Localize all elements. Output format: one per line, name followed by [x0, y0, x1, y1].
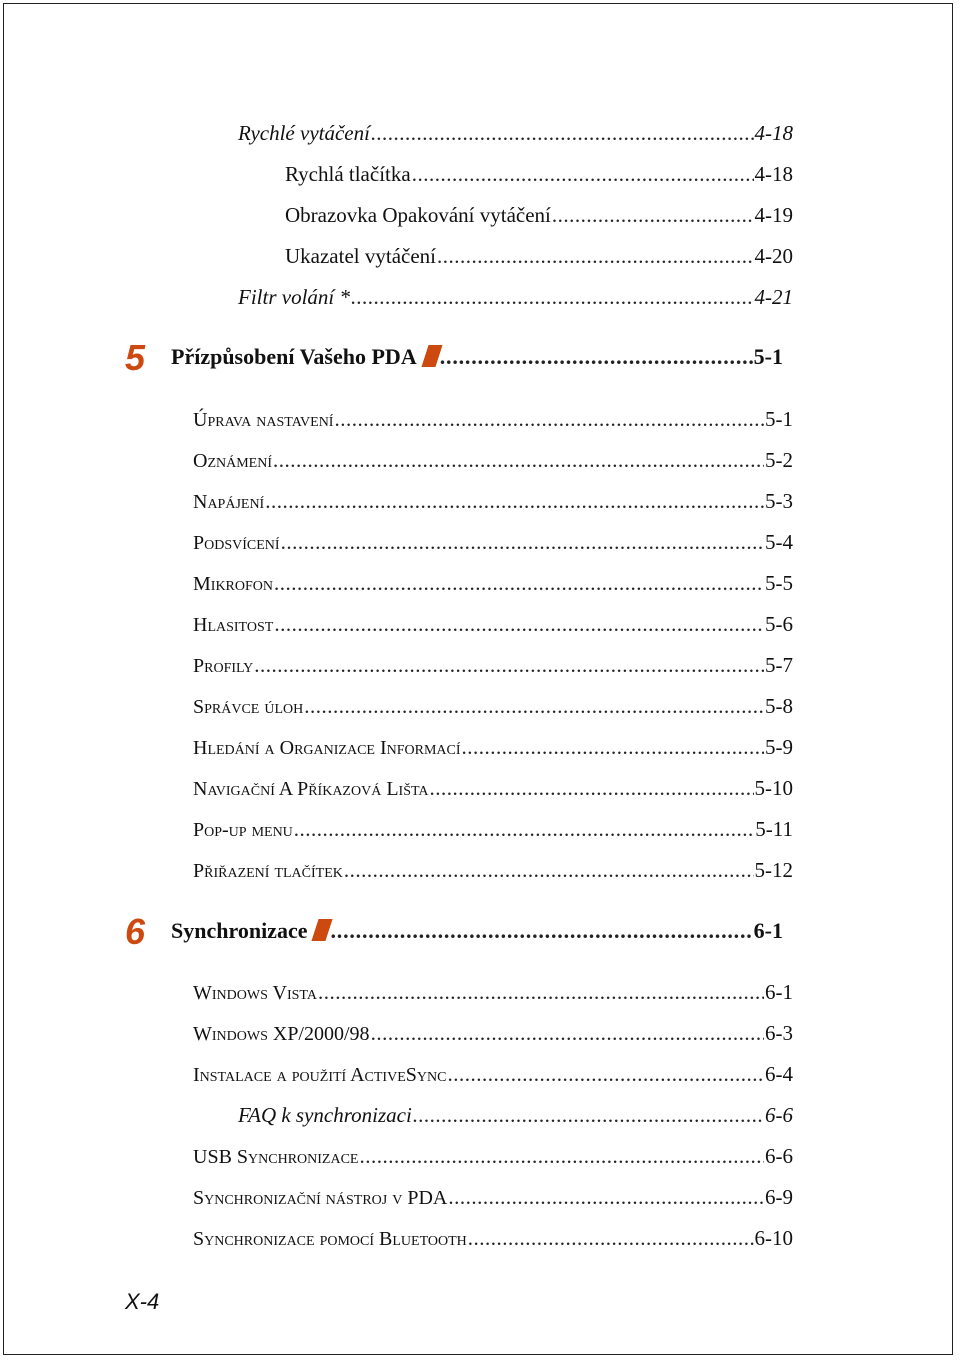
toc-section[interactable] [193, 404, 793, 434]
toc-section-label: Pop-up menu [193, 819, 293, 841]
leader-dots [344, 855, 754, 885]
chapter-title-text: Přízpůsobení Vašeho PDA [171, 344, 417, 369]
toc-section-label: Navigační A Příkazová Lišta [193, 778, 429, 800]
toc-entry-label: Ukazatel vytáčení [285, 244, 436, 268]
toc-section-label: USB Synchronizace [193, 1146, 359, 1168]
leader-dots [371, 1018, 764, 1048]
toc-section-page: 5-4 [765, 530, 793, 554]
leader-dots [440, 342, 753, 372]
toc-section-page: 5-3 [765, 489, 793, 513]
toc-section-label: Mikrofon [193, 573, 274, 595]
toc-entry-label: Filtr volání * [238, 285, 350, 309]
toc-section[interactable] [193, 527, 793, 557]
toc-section[interactable] [193, 486, 793, 516]
toc-section-page: 5-6 [765, 612, 793, 636]
leader-dots [371, 118, 754, 148]
toc-section-label: Správce úloh [193, 696, 304, 718]
chapter-title [171, 342, 439, 372]
toc-entry-label: Obrazovka Opakování vytáčení [285, 203, 551, 227]
leader-dots [447, 1059, 764, 1089]
toc-section-page: 5-1 [765, 407, 793, 431]
leader-dots [448, 1182, 764, 1212]
page-number: X-4 [125, 1289, 160, 1314]
toc-section[interactable] [193, 1059, 793, 1089]
toc-entry[interactable] [238, 282, 793, 312]
toc-section-label: Windows Vista [193, 982, 317, 1004]
toc-section-page: 5-2 [765, 448, 793, 472]
leader-dots [265, 486, 764, 516]
toc-section-label: Úprava nastavení [193, 409, 334, 431]
toc-entry-page: 4-21 [754, 285, 793, 309]
toc-section-label: Synchronizační nástroj v PDA [193, 1187, 448, 1209]
leader-dots [304, 691, 764, 721]
chapter-title-text: Synchronizace [171, 918, 308, 943]
leader-dots [274, 609, 764, 639]
toc-section[interactable] [193, 977, 793, 1007]
leader-dots [412, 159, 754, 189]
toc-entry-page: 4-18 [754, 121, 793, 145]
leader-dots [274, 568, 764, 598]
toc-section[interactable] [193, 814, 793, 844]
chapter-title [171, 916, 329, 946]
leader-dots [254, 650, 764, 680]
toc-entry-page: 4-20 [754, 244, 793, 268]
toc-entry-page: 4-19 [754, 203, 793, 227]
toc-section[interactable] [193, 1141, 793, 1171]
leader-dots [294, 814, 754, 844]
toc-subsection-page: 6-6 [765, 1103, 793, 1127]
leader-dots [437, 241, 754, 271]
toc-section[interactable] [193, 568, 793, 598]
leader-dots [281, 527, 764, 557]
toc-section-label: Windows XP/2000/98 [193, 1023, 370, 1045]
leader-dots [462, 732, 764, 762]
toc-subsection[interactable] [238, 1100, 793, 1130]
toc-entry-label: Rychlé vytáčení [238, 121, 370, 145]
leader-dots [330, 916, 752, 946]
toc-section-page: 5-8 [765, 694, 793, 718]
toc-entry-label: Rychlá tlačítka [285, 162, 411, 186]
toc-section-label: Hledání a Organizace Informací [193, 737, 461, 759]
toc-section-page: 5-12 [754, 858, 793, 882]
toc-section[interactable] [193, 650, 793, 680]
toc-entry-page: 4-18 [754, 162, 793, 186]
toc-section-label: Oznámení [193, 450, 272, 472]
leader-dots [468, 1223, 754, 1253]
toc-section-page: 5-10 [754, 776, 793, 800]
toc-section-label: Přiřazení tlačítek [193, 860, 343, 882]
leader-dots [430, 773, 754, 803]
toc-section-page: 5-9 [765, 735, 793, 759]
toc-section-page: 5-5 [765, 571, 793, 595]
chapter-page: 5-1 [753, 344, 783, 369]
toc-section[interactable] [193, 773, 793, 803]
chapter-heading[interactable] [171, 342, 783, 372]
toc-section[interactable] [193, 855, 793, 885]
toc-section-label: Synchronizace pomocí Bluetooth [193, 1228, 467, 1250]
toc-section-page: 5-7 [765, 653, 793, 677]
chapter-number: 6 [125, 911, 146, 952]
toc-section-label: Podsvícení [193, 532, 280, 554]
toc-section-page: 6-9 [765, 1185, 793, 1209]
leader-dots [413, 1100, 764, 1130]
toc-section[interactable] [193, 732, 793, 762]
toc-section-page: 5-11 [755, 817, 793, 841]
toc-section[interactable] [193, 445, 793, 475]
toc-section-label: Instalace a použití ActiveSync [193, 1064, 447, 1086]
toc-entry[interactable] [285, 159, 793, 189]
leader-dots [552, 200, 754, 230]
toc-section[interactable] [193, 1223, 793, 1253]
chapter-number: 5 [125, 337, 146, 378]
leader-dots [273, 445, 764, 475]
leader-dots [351, 282, 754, 312]
toc-subsection-label: FAQ k synchronizaci [238, 1103, 412, 1127]
toc-section[interactable] [193, 1018, 793, 1048]
toc-section[interactable] [193, 1182, 793, 1212]
toc-section-label: Hlasitost [193, 614, 274, 636]
toc-section-page: 6-3 [765, 1021, 793, 1045]
leader-dots [318, 977, 764, 1007]
toc-section-page: 6-6 [765, 1144, 793, 1168]
chapter-page: 6-1 [753, 918, 783, 943]
toc-entry[interactable] [285, 200, 793, 230]
toc-section-label: Profily [193, 655, 254, 677]
toc-entry[interactable] [285, 241, 793, 271]
toc-section[interactable] [193, 609, 793, 639]
toc-section[interactable] [193, 691, 793, 721]
toc-section-label: Napájení [193, 491, 265, 513]
toc-section-page: 6-4 [765, 1062, 793, 1086]
toc-entry[interactable] [238, 118, 793, 148]
leader-dots [359, 1141, 764, 1171]
toc-section-page: 6-10 [754, 1226, 793, 1250]
leader-dots [334, 404, 764, 434]
chapter-heading[interactable] [171, 916, 783, 946]
toc-section-page: 6-1 [765, 980, 793, 1004]
